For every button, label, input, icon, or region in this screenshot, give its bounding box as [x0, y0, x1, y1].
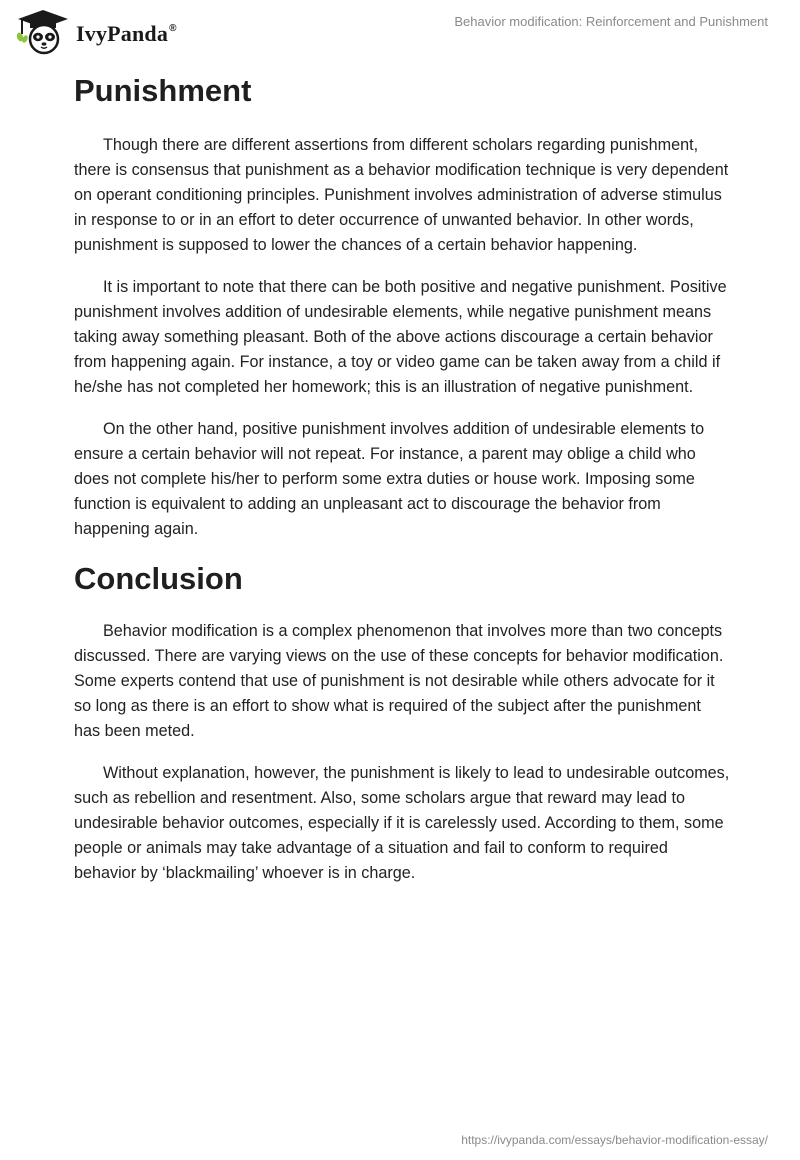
- section-punishment: [74, 68, 730, 542]
- section-heading: Conclusion: [74, 561, 243, 596]
- registered-mark: ®: [169, 23, 177, 34]
- brand-logo[interactable]: [14, 8, 177, 56]
- section-conclusion: [74, 556, 730, 886]
- paragraph: Without explanation, however, the punishment is likely to lead to undesirable outcomes, such as rebellion and resentment. Also, some scholars argue that reward may lead to undesirable behavior outcomes, especially if it is carelessly used. According to them, some people or animals may take advantage of a situation and fail to conform to required behavior by ‘blackmailing’ whoever is in charge.: [74, 764, 730, 882]
- source-url[interactable]: https://ivypanda.com/essays/behavior-modification-essay/: [461, 1133, 768, 1147]
- article-body: [74, 68, 730, 886]
- page-header: [0, 0, 800, 60]
- paragraph: On the other hand, positive punishment involves addition of undesirable elements to ensure a certain behavior will not repeat. For instance, a parent may oblige a child who does not complete his/her to perform some extra duties or house work. Imposing some function is equivalent to adding an unpleasant act to discourage the behavior from happening again.: [74, 420, 705, 538]
- paragraph: Behavior modification is a complex phenomenon that involves more than two concepts discussed. There are varying views on the use of these concepts for behavior modification. Some experts contend that use of punishment is not desirable while others advocate for it so long as there is an effort to show what is required of the subject after the punishment has been meted.: [74, 622, 724, 740]
- paragraph: It is important to note that there can be both positive and negative punishment. Positive punishment involves addition of undesirable elements, while negative punishment means taking away something pleasant. Both of the above actions discourage a certain behavior from happening again. For instance, a toy or video game can be taken away from a child if he/she has not completed her homework; this is an illustration of negative punishment.: [74, 278, 727, 396]
- paragraph: Though there are different assertions from different scholars regarding punishment, there is consensus that punishment as a behavior modification technique is very dependent on operant conditioning principles. Punishment involves administration of adverse stimulus in response to or in an effort to deter occurrence of unwanted behavior. In other words, punishment is supposed to lower the chances of a certain behavior happening.: [74, 136, 729, 254]
- document-title: Behavior modification: Reinforcement and Punishment: [454, 14, 768, 29]
- brand-name: IvyPanda®: [76, 21, 177, 46]
- section-heading: Punishment: [74, 73, 252, 108]
- panda-graduation-cap-icon: [14, 8, 72, 56]
